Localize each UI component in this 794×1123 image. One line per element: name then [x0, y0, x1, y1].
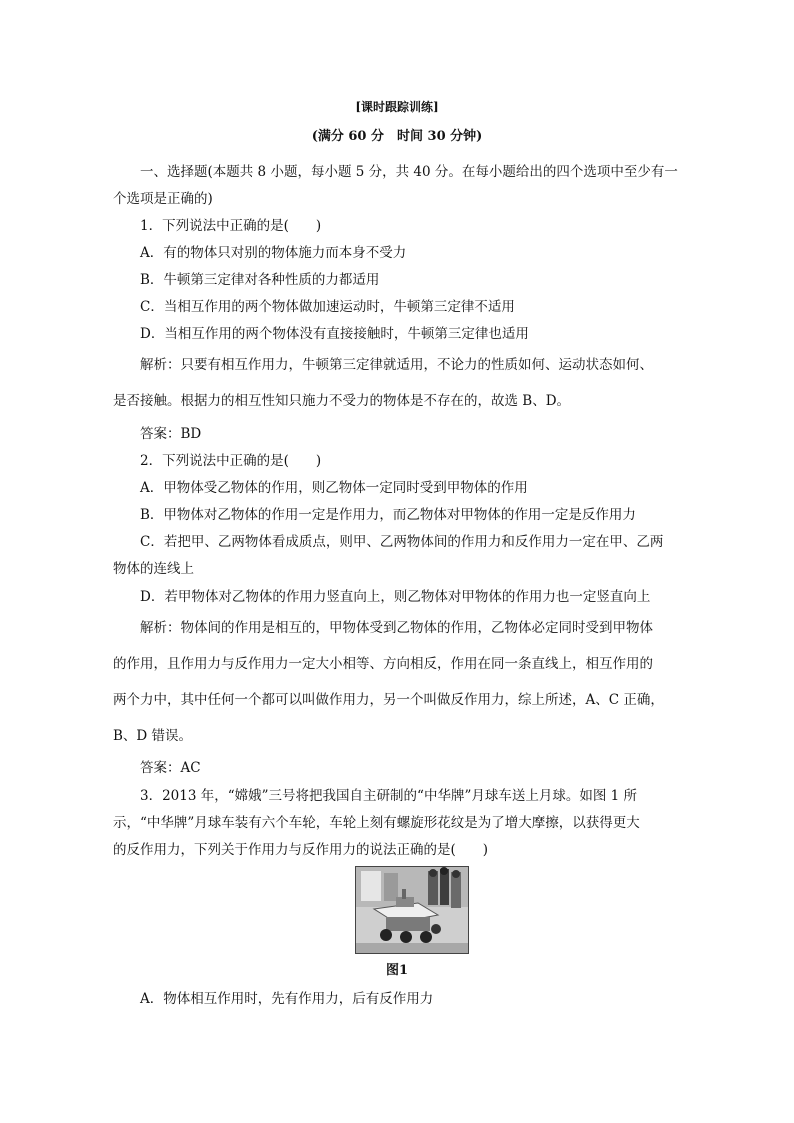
q1-stem: 1．下列说法中正确的是( ) [140, 218, 322, 234]
q2-answer: 答案：AC [140, 760, 201, 776]
q1-explanation-line1: 解析：只要有相互作用力，牛顿第三定律就适用，不论力的性质如何、运动状态如何、 [140, 357, 653, 373]
q2-option-b: B．甲物体对乙物体的作用一定是作用力，而乙物体对甲物体的作用一定是反作用力 [140, 507, 636, 523]
q1-option-b: B．牛顿第三定律对各种性质的力都适用 [140, 272, 380, 288]
q1-explanation-line2: 是否接触。根据力的相互性知只施力不受力的物体是不存在的，故选 B、D。 [113, 393, 571, 409]
page-title: [课时跟踪训练] [355, 100, 439, 114]
q2-option-c-line2: 物体的连线上 [113, 561, 194, 577]
q3-stem-line1: 3．2013 年，“嫦娥”三号将把我国自主研制的“中华牌”月球车送上月球。如图 1 所 [140, 788, 638, 804]
q2-explanation-line2: 的作用，且作用力与反作用力一定大小相等、方向相反，作用在同一条直线上，相互作用的 [113, 656, 653, 672]
q2-stem: 2．下列说法中正确的是( ) [140, 453, 322, 469]
q2-explanation-line1: 解析：物体间的作用是相互的，甲物体受到乙物体的作用，乙物体必定同时受到甲物体 [140, 620, 653, 636]
q2-option-a: A．甲物体受乙物体的作用，则乙物体一定同时受到甲物体的作用 [140, 480, 528, 496]
q3-stem-line2: 示，“中华牌”月球车装有六个车轮，车轮上刻有螺旋形花纹是为了增大摩擦，以获得更大 [113, 815, 640, 831]
q3-stem-line3: 的反作用力，下列关于作用力与反作用力的说法正确的是( ) [113, 842, 489, 858]
section-heading-line2: 个选项是正确的) [113, 191, 213, 207]
q2-option-d: D．若甲物体对乙物体的作用力竖直向上，则乙物体对甲物体的作用力也一定竖直向上 [140, 589, 651, 605]
q2-option-c-line1: C．若把甲、乙两物体看成质点，则甲、乙两物体间的作用力和反作用力一定在甲、乙两 [140, 534, 664, 550]
q1-option-c: C．当相互作用的两个物体做加速运动时，牛顿第三定律不适用 [140, 299, 515, 315]
q1-option-d: D．当相互作用的两个物体没有直接接触时，牛顿第三定律也适用 [140, 326, 529, 342]
score-time-note: (满分 60 分 时间 30 分钟) [311, 129, 483, 144]
q3-option-a: A．物体相互作用时，先有作用力，后有反作用力 [140, 991, 434, 1007]
q1-option-a: A．有的物体只对别的物体施力而本身不受力 [140, 245, 407, 261]
figure-caption: 图1 [385, 963, 409, 978]
section-heading-line1: 一、选择题(本题共 8 小题，每小题 5 分，共 40 分。在每小题给出的四个选项中至少有一 [140, 164, 678, 180]
q1-answer: 答案：BD [140, 426, 202, 442]
q2-explanation-line3: 两个力中，其中任何一个都可以叫做作用力，另一个叫做反作用力，综上所述，A、C 正确， [113, 692, 664, 708]
q2-explanation-line4: B、D 错误。 [113, 728, 193, 744]
lunar-rover-photo [355, 866, 469, 954]
